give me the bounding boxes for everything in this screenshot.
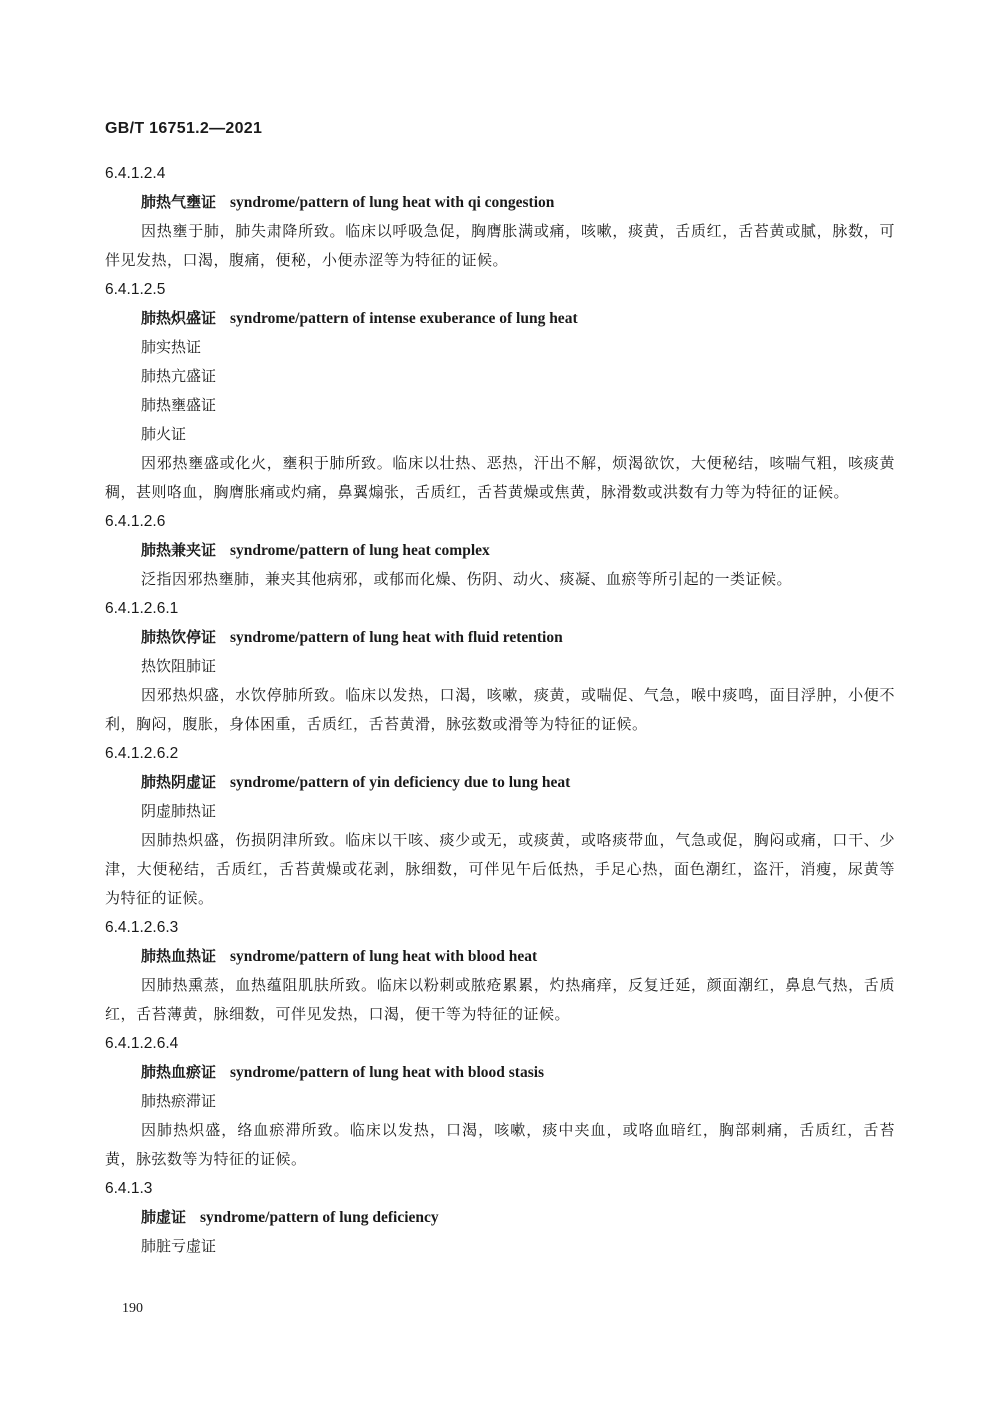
page-number: 190	[122, 1301, 143, 1316]
entry-term	[105, 188, 895, 217]
term-synonym: 热饮阻肺证	[141, 657, 217, 675]
term-english: syndrome/pattern of lung heat complex	[230, 542, 490, 559]
term-chinese: 肺热气壅证	[141, 193, 217, 211]
term-chinese: 肺热饮停证	[141, 628, 217, 646]
term-chinese: 肺热血热证	[141, 947, 217, 965]
entry-number: 6.4.1.2.4	[105, 165, 166, 182]
term-entry	[105, 507, 895, 594]
term-definition: 因肺热熏蒸，血热蕴阻肌肤所致。临床以粉刺或脓疮累累，灼热痛痒，反复迁延，颜面潮红，鼻息气热，舌质红，舌苔薄黄，脉细数，可伴见发热，口渴，便干等为特征的证候。	[105, 976, 895, 1023]
entry-term	[105, 536, 895, 565]
term-synonym: 肺实热证	[141, 338, 202, 356]
term-synonym: 肺热壅盛证	[141, 396, 217, 414]
term-chinese: 肺热阴虚证	[141, 773, 217, 791]
term-definition: 因热壅于肺，肺失肃降所致。临床以呼吸急促，胸膺胀满或痛，咳嗽，痰黄，舌质红，舌苔黄或腻，脉数，可伴见发热，口渴，腹痛，便秘，小便赤涩等为特征的证候。	[105, 222, 895, 269]
term-english: syndrome/pattern of intense exuberance of lung heat	[230, 310, 578, 327]
entry-term	[105, 304, 895, 333]
term-chinese: 肺热兼夹证	[141, 541, 217, 559]
entry-term	[105, 623, 895, 652]
term-entry	[105, 594, 895, 739]
document-body	[105, 159, 895, 1261]
term-english: syndrome/pattern of lung heat with blood heat	[230, 948, 538, 965]
term-definition: 因邪热炽盛，水饮停肺所致。临床以发热，口渴，咳嗽，痰黄，或喘促、气急，喉中痰鸣，面目浮肿，小便不利，胸闷，腹胀，身体困重，舌质红，舌苔黄滑，脉弦数或滑等为特征的证候。	[105, 686, 895, 733]
term-synonym: 肺热亢盛证	[141, 367, 217, 385]
standard-code: GB/T 16751.2—2021	[105, 120, 263, 137]
term-definition: 因肺热炽盛，络血瘀滞所致。临床以发热，口渴，咳嗽，痰中夹血，或咯血暗红，胸部刺痛，舌质红，舌苔黄，脉弦数等为特征的证候。	[105, 1121, 895, 1168]
entry-number: 6.4.1.2.6	[105, 513, 166, 530]
term-synonym: 阴虚肺热证	[141, 802, 217, 820]
term-synonym: 肺火证	[141, 425, 187, 443]
term-chinese: 肺热血瘀证	[141, 1063, 217, 1081]
term-synonym: 肺脏亏虚证	[141, 1237, 217, 1255]
term-entry	[105, 159, 895, 275]
term-entry	[105, 1029, 895, 1174]
entry-number: 6.4.1.2.5	[105, 281, 166, 298]
term-english: syndrome/pattern of lung deficiency	[200, 1209, 439, 1226]
term-entry	[105, 739, 895, 913]
term-definition: 因肺热炽盛，伤损阴津所致。临床以干咳、痰少或无，或痰黄，或咯痰带血，气急或促，胸闷或痛，口干、少津，大便秘结，舌质红，舌苔黄燥或花剥，脉细数，可伴见午后低热，手足心热，面色潮红，盗汗，消瘦，尿黄等为特征的证候。	[105, 831, 895, 907]
term-chinese: 肺热炽盛证	[141, 309, 217, 327]
term-synonym: 肺热瘀滞证	[141, 1092, 217, 1110]
term-chinese: 肺虚证	[141, 1208, 187, 1226]
entry-number: 6.4.1.3	[105, 1180, 153, 1197]
entry-number: 6.4.1.2.6.3	[105, 919, 179, 936]
term-entry	[105, 1174, 895, 1261]
term-english: syndrome/pattern of lung heat with fluid retention	[230, 629, 563, 646]
entry-term	[105, 1203, 895, 1232]
term-definition: 因邪热壅盛或化火，壅积于肺所致。临床以壮热、恶热，汗出不解，烦渴欲饮，大便秘结，咳喘气粗，咳痰黄稠，甚则咯血，胸膺胀痛或灼痛，鼻翼煽张，舌质红，舌苔黄燥或焦黄，脉滑数或洪数有力等为特征的证候。	[105, 454, 895, 501]
entry-term	[105, 768, 895, 797]
entry-number: 6.4.1.2.6.2	[105, 745, 179, 762]
entry-number: 6.4.1.2.6.1	[105, 600, 179, 617]
term-entry	[105, 913, 895, 1029]
term-english: syndrome/pattern of lung heat with blood stasis	[230, 1064, 545, 1081]
entry-number: 6.4.1.2.6.4	[105, 1035, 179, 1052]
term-entry	[105, 275, 895, 507]
entry-term	[105, 942, 895, 971]
entry-term	[105, 1058, 895, 1087]
term-english: syndrome/pattern of lung heat with qi congestion	[230, 194, 555, 211]
term-english: syndrome/pattern of yin deficiency due to lung heat	[230, 774, 571, 791]
term-definition: 泛指因邪热壅肺，兼夹其他病邪，或郁而化燥、伤阴、动火、痰凝、血瘀等所引起的一类证候。	[141, 570, 793, 588]
